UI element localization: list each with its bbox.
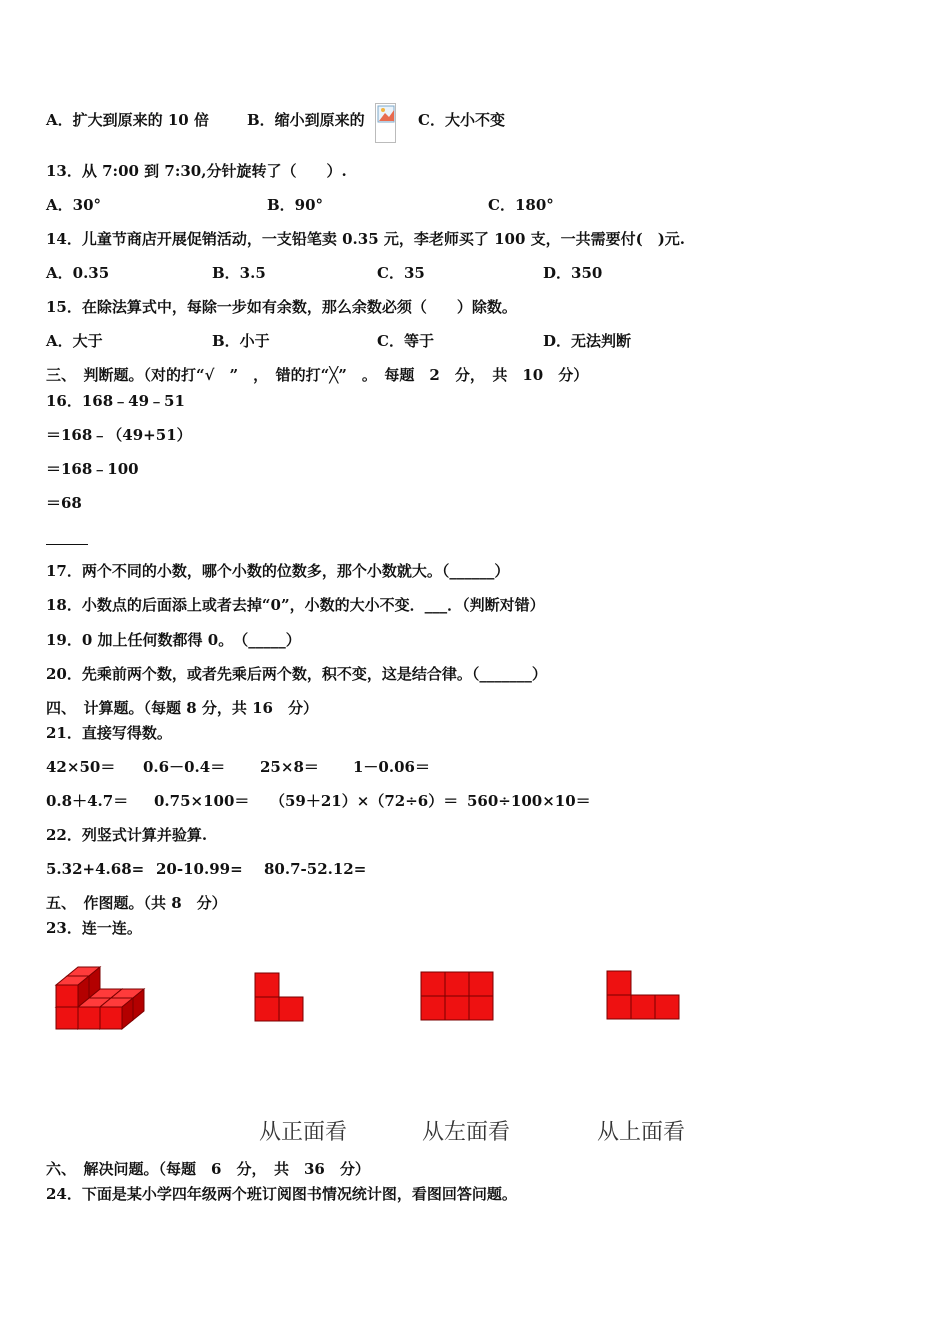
- q21-stem: 21．直接写得数。: [46, 724, 172, 742]
- q16-line-4: ＝68: [46, 494, 82, 512]
- q14-option-a: A．0.35: [46, 264, 110, 282]
- q23-stem: 23．连一连。: [46, 919, 142, 937]
- left-view-cell: [469, 996, 493, 1020]
- section-4-heading: 四、 计算题。（每题 8 分，共 16 分）: [46, 699, 318, 717]
- left-view-cell: [421, 996, 445, 1020]
- front-view-cell: [255, 997, 279, 1021]
- q14-option-d: D．350: [543, 264, 603, 282]
- section-5-heading: 五、 作图题。（共 8 分）: [46, 894, 227, 912]
- cube-front-face: [56, 985, 78, 1007]
- q21-item: 0.6－0.4＝: [143, 758, 226, 776]
- q13-stem: 13．从 7:00 到 7:30,分针旋转了（ ）.: [46, 162, 347, 180]
- top-view-cell: [655, 995, 679, 1019]
- left-view-cell: [421, 972, 445, 996]
- q15-option-a: A．大于: [46, 332, 103, 350]
- q13-option-a: A．30°: [46, 196, 102, 214]
- q15-option-c: C．等于: [377, 332, 434, 350]
- front-view-figure: [254, 972, 306, 1024]
- q14-stem: 14．儿童节商店开展促销活动，一支铅笔卖 0.35 元，李老师买了 100 支，一共需要付( )元.: [46, 230, 686, 248]
- q22-item: 80.7-52.12=: [264, 860, 367, 878]
- top-view-figure: [606, 970, 680, 1022]
- q15-stem: 15．在除法算式中，每除一步如有余数，那么余数必须（ ）除数。: [46, 298, 517, 316]
- top-view-cell: [607, 995, 631, 1019]
- front-view-cell: [255, 973, 279, 997]
- q18-stem: 18．小数点的后面添上或者去掉“0”，小数的大小不变．___．（判断对错）: [46, 596, 545, 614]
- q22-item: 5.32+4.68=: [46, 860, 145, 878]
- q21-item: 1－0.06＝: [353, 758, 430, 776]
- q20-stem: 20．先乘前两个数，或者先乘后两个数，积不变，这是结合律。（_______）: [46, 665, 547, 683]
- cube-front-face: [56, 1007, 78, 1029]
- q16-line-2: ＝168﹣（49+51）: [46, 426, 192, 444]
- q24-stem: 24．下面是某小学四年级两个班订阅图书情况统计图，看图回答问题。: [46, 1185, 517, 1203]
- q14-option-c: C．35: [377, 264, 425, 282]
- q13-option-c: C．180°: [488, 196, 554, 214]
- q16-answer-blank: [46, 544, 88, 545]
- left-view-cell: [445, 996, 469, 1020]
- q15-option-d: D．无法判断: [543, 332, 632, 350]
- q21-item: （59＋21）×（72÷6）＝: [270, 792, 459, 810]
- cube-front-face: [100, 1007, 122, 1029]
- q21-item: 560÷100×10＝: [467, 792, 591, 810]
- top-view-cell: [607, 971, 631, 995]
- q16-line-3: ＝168﹣100: [46, 460, 139, 478]
- q19-stem: 19．0 加上任何数都得 0。 （_____）: [46, 631, 301, 649]
- section-6-heading: 六、 解决问题。（每题 6 分， 共 36 分）: [46, 1160, 370, 1178]
- left-view-cell: [445, 972, 469, 996]
- view-label-left: 从左面看: [422, 1120, 511, 1145]
- q12-option-a: A．扩大到原来的 10 倍: [46, 111, 209, 129]
- view-label-top: 从上面看: [597, 1120, 686, 1145]
- view-label-front: 从正面看: [259, 1120, 348, 1145]
- section-3-heading: 三、 判断题。（对的打“√ ” ， 错的打“╳” 。 每题 2 分， 共 10 分）: [46, 366, 589, 384]
- q16-line-1: 16．168﹣49﹣51: [46, 392, 185, 410]
- cube-front-face: [78, 1007, 100, 1029]
- q21-item: 25×8＝: [260, 758, 319, 776]
- broken-image-icon: [375, 103, 396, 143]
- left-view-cell: [469, 972, 493, 996]
- q21-item: 0.8＋4.7＝: [46, 792, 129, 810]
- front-view-cell: [279, 997, 303, 1021]
- q15-option-b: B．小于: [212, 332, 270, 350]
- cube-structure-figure: [50, 955, 160, 1035]
- q21-item: 0.75×100＝: [154, 792, 250, 810]
- q21-item: 42×50＝: [46, 758, 116, 776]
- q22-item: 20-10.99=: [156, 860, 243, 878]
- top-view-cell: [631, 995, 655, 1019]
- q22-stem: 22．列竖式计算并验算.: [46, 826, 208, 844]
- q12-option-c: C．大小不变: [418, 111, 505, 129]
- q12-option-b: B．缩小到原来的: [247, 111, 365, 129]
- q13-option-b: B．90°: [267, 196, 324, 214]
- q17-stem: 17．两个不同的小数，哪个小数的位数多，那个小数就大。（______）: [46, 562, 510, 580]
- left-view-figure: [420, 971, 494, 1023]
- q14-option-b: B．3.5: [212, 264, 266, 282]
